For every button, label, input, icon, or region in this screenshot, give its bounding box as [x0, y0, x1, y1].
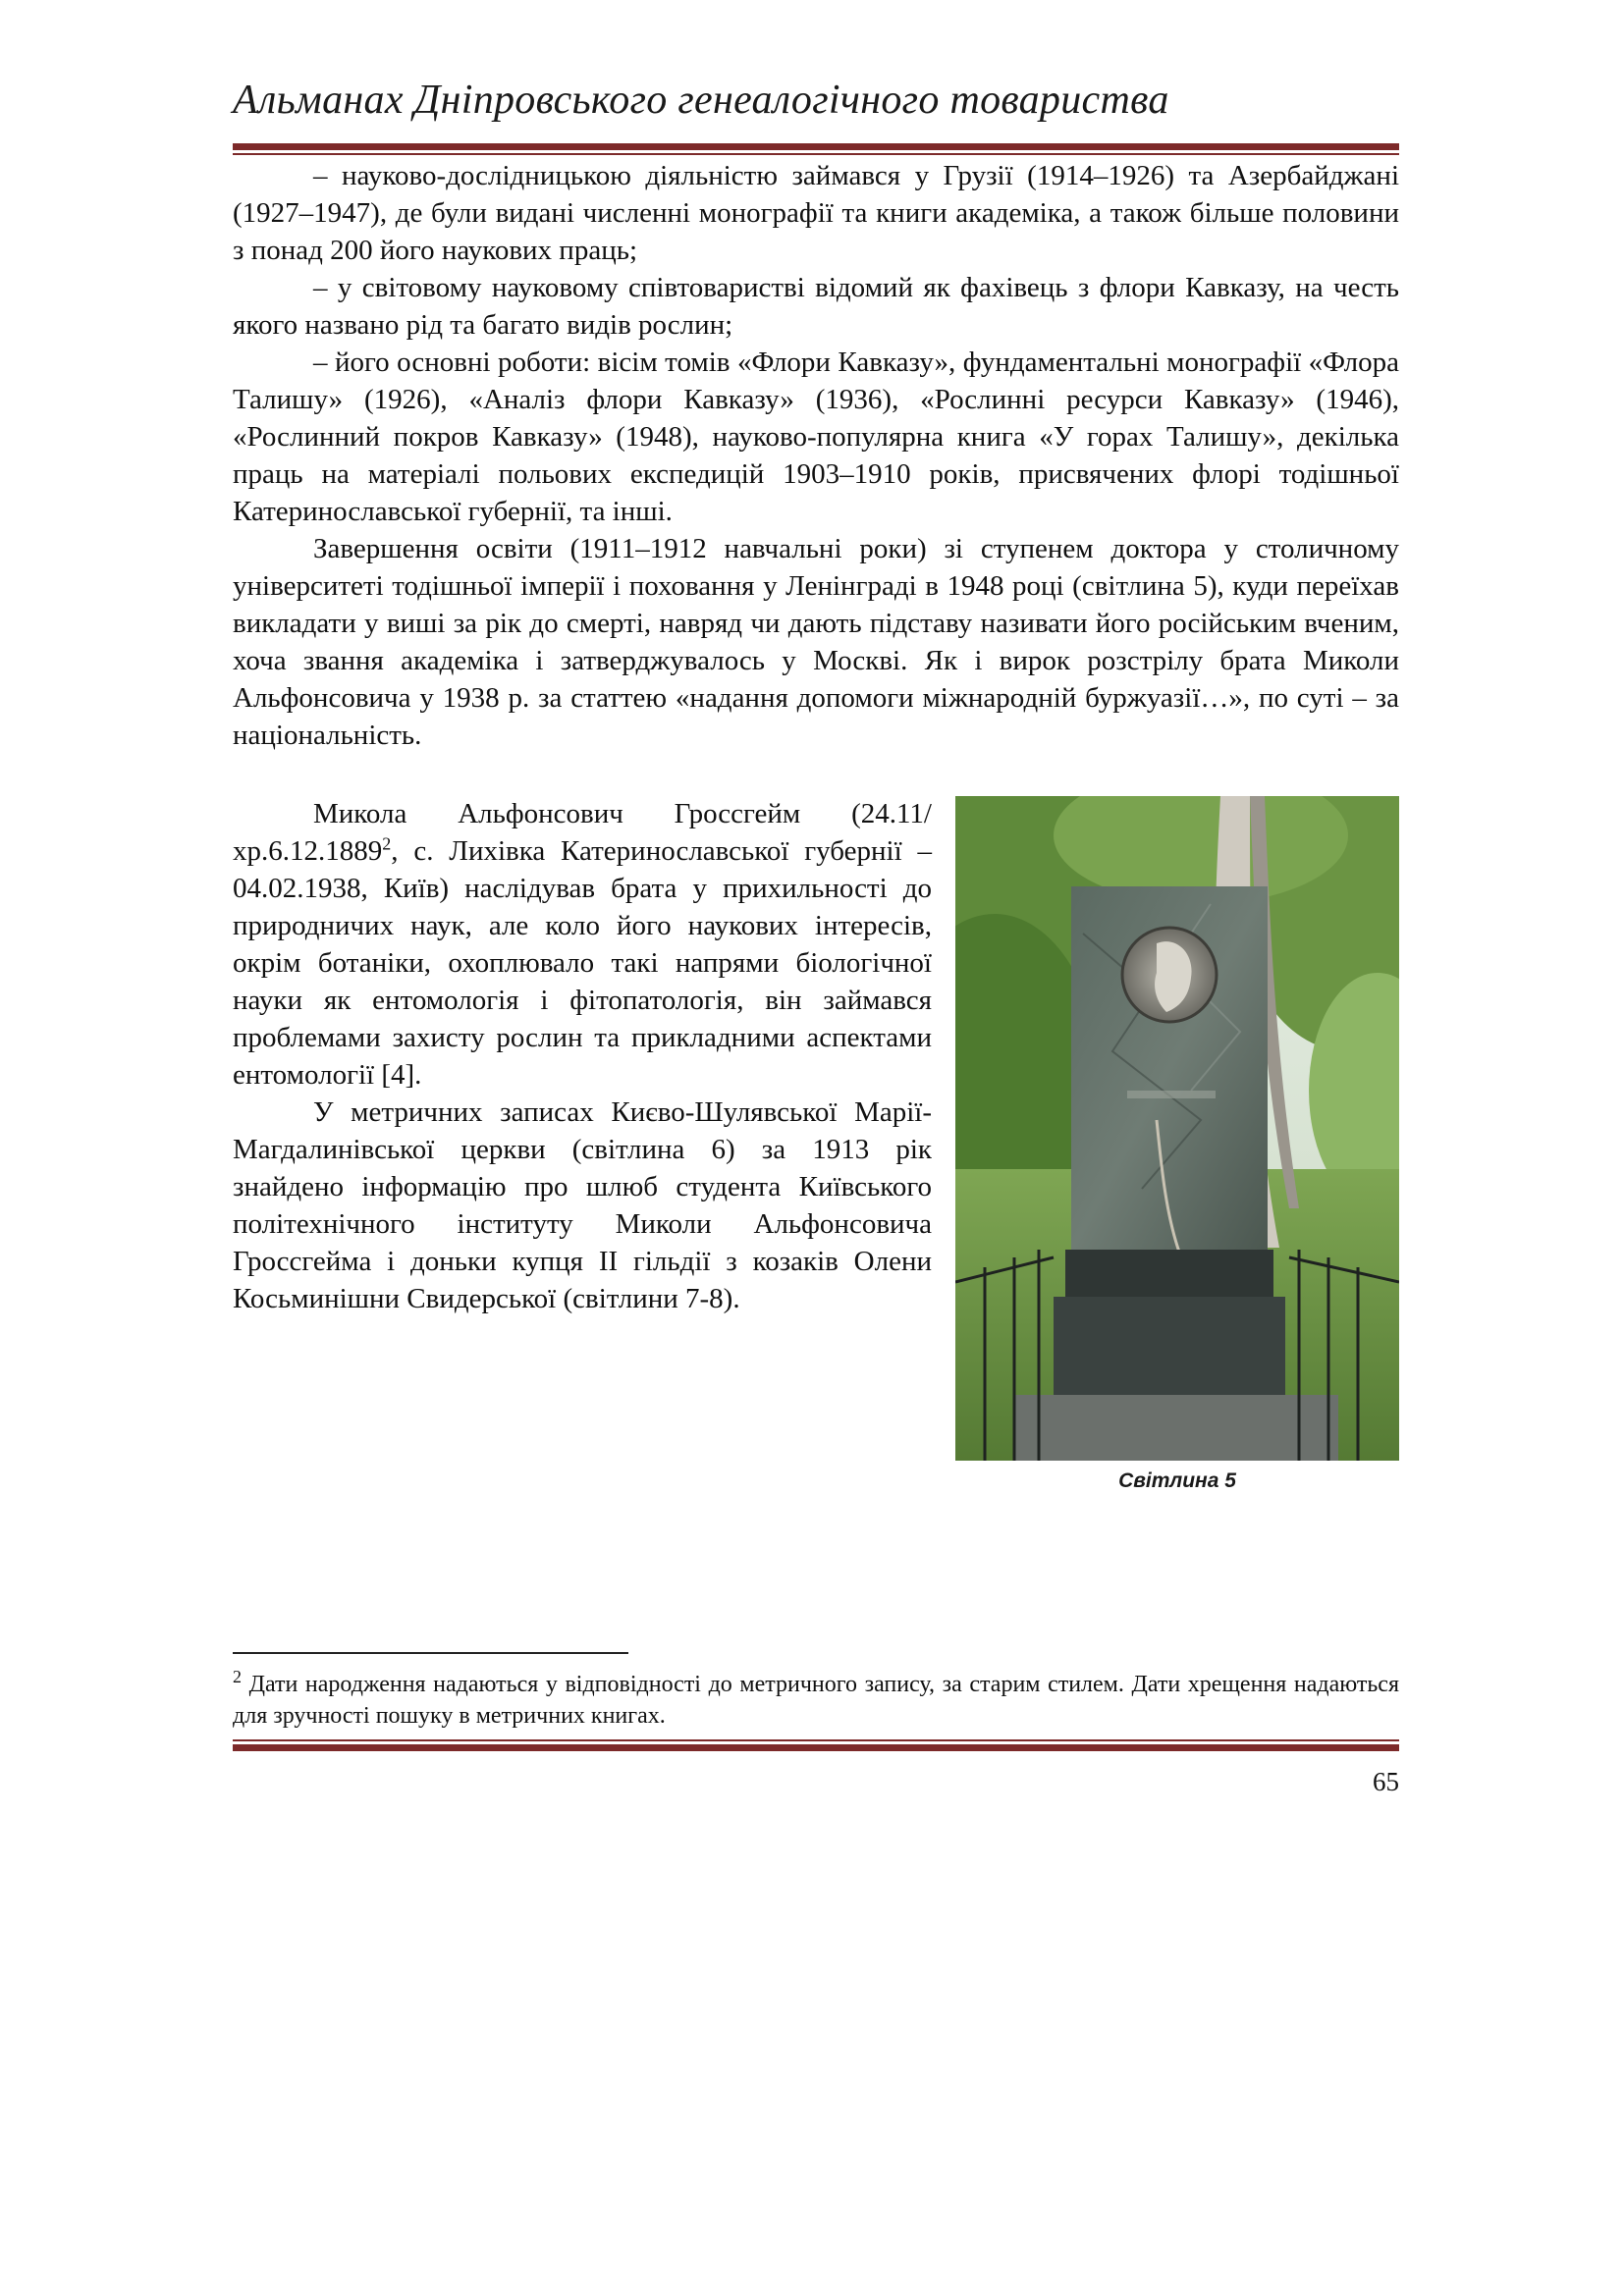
- footer-rule-thin: [233, 1739, 1399, 1741]
- paragraph: – у світовому науковому співтоваристві відомий як фахівець з флори Кавказу, на честь якого названо рід та багато видів рослин;: [233, 272, 1399, 341]
- footnote-number: 2: [233, 1667, 242, 1686]
- column-text: [233, 795, 932, 1317]
- footnote-ref: 2: [382, 833, 392, 854]
- grave-photo-illustration: [955, 796, 1399, 1461]
- footnote-text: Дати народження надаються у відповідності до метричного запису, за старим стилем. Дати хрещення надаються для зручності пошуку в метричних книгах.: [233, 1672, 1399, 1729]
- header-rule-thick: [233, 143, 1399, 150]
- footnote-separator: [233, 1652, 628, 1654]
- paragraph: [233, 795, 932, 1094]
- footnote: [233, 1669, 1399, 1732]
- paragraph: У метричних записах Києво-Шулявської Марії-Магдалинівської церкви (світлина 6) за 1913 рік знайдено інформацію про шлюб студента Київського політехнічного інституту Миколи Альфонсовича Гроссгейма і доньки купця ІІ гільдії з козаків Олени Косьминішни Свидерської (світлини 7-8).: [233, 1096, 932, 1314]
- main-text: [233, 157, 1399, 754]
- paragraph: – науково-дослідницькою діяльністю займався у Грузії (1914–1926) та Азербайджані (1927–1947), де були видані численні монографії та книги академіка, а також більше половини з понад 200 його наукових праць;: [233, 160, 1399, 266]
- paragraph-part: , с. Лихівка Катеринославської губернії – 04.02.1938, Київ) наслідував брата у прихильності до природничих наук, але коло його наукових інтересів, окрім ботаніки, охоплювало такі напрями біологічної науки як ентомологія і фітопатологія, він займався проблемами захисту рослин та прикладними аспектами ентомології [4].: [233, 835, 932, 1091]
- paragraph: Завершення освіти (1911–1912 навчальні роки) зі ступенем доктора у столичному університеті тодішньої імперії і поховання у Ленінграді в 1948 році (світлина 5), куди переїхав викладати у виші за рік до смерті, навряд чи дають підставу називати його російським вченим, хоча звання академіка і затверджувалось у Москві. Як і вирок розстрілу брата Миколи Альфонсовича у 1938 р. за статтею «надання допомоги міжнародній буржуазії…», по суті – за національність.: [233, 533, 1399, 751]
- header-rule-thin: [233, 153, 1399, 155]
- page-number: 65: [1373, 1767, 1399, 1796]
- grave-photo: [955, 796, 1399, 1461]
- paragraph-part: Микола Альфонсович Гроссгейм (24.11/хр.6.12.1889: [233, 798, 932, 867]
- footer-rule-thick: [233, 1744, 1399, 1751]
- paragraph: – його основні роботи: вісім томів «Флори Кавказу», фундаментальні монографії «Флора Талишу» (1926), «Аналіз флори Кавказу» (1936), «Рослинні ресурси Кавказу» (1946), «Рослинний покров Кавказу» (1948), науково-популярна книга «У горах Талишу», декілька праць на матеріалі польових експедицій 1903–1910 років, присвячених флорі тодішньої Катеринославської губернії, та інші.: [233, 347, 1399, 527]
- photo-caption: Світлина 5: [1118, 1469, 1236, 1492]
- running-header-title: Альманах Дніпровського генеалогічного товариства: [233, 78, 1169, 123]
